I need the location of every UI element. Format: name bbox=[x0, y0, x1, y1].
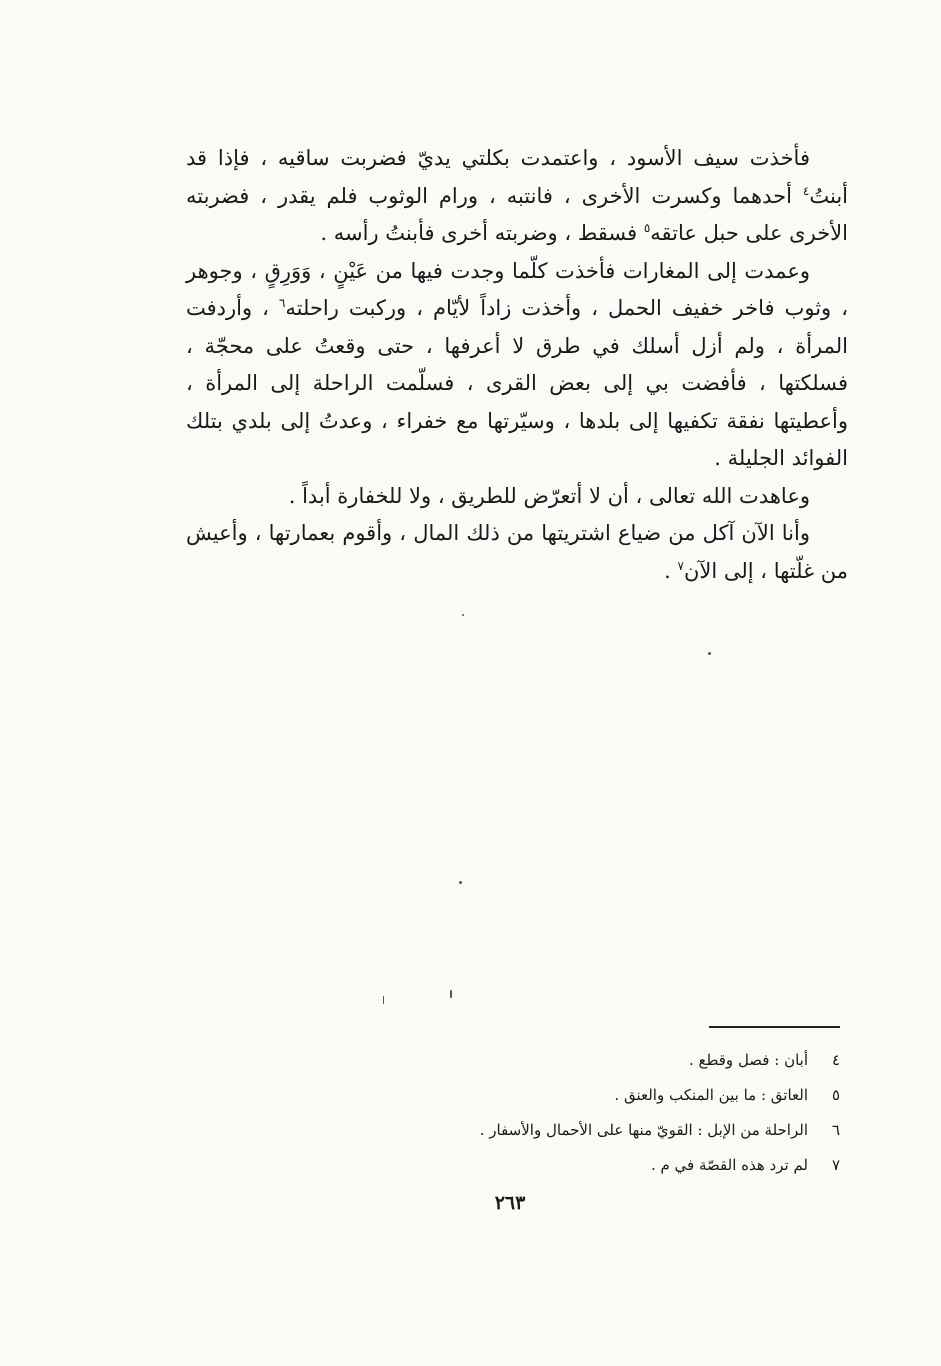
footnote-number: ٧ bbox=[831, 1156, 840, 1174]
page-number: ٢٦٣ bbox=[494, 1192, 526, 1214]
footnote-number: ٦ bbox=[831, 1121, 840, 1139]
scan-speck bbox=[708, 652, 711, 655]
footnote-text: الراحلة من الإبل : القويّ منها على الأحمال والأسفار . bbox=[479, 1121, 808, 1139]
footnote-ref-5: ٥ bbox=[643, 221, 651, 235]
paragraph-3: وعاهدت الله تعالى ، أن لا أتعرّض للطريق ، ولا للخفارة أبداً . bbox=[288, 483, 810, 508]
paragraph-2: وعمدت إلى المغارات فأخذت كلّما وجدت فيها من عَيْنٍ ، وَوَرِقٍ ، وجوهر ، وثوب فاخر خفيف الحمل ، وأخذت زاداً لأيّام ، وركبت راحلته$^٦$ ، وأردفت المرأة ، ولم أزل أسلك في طرق لا أعرفها ، حتى وقعتُ على محجّة ، فسلكتها ، فأفضت بي إلى بعض القرى ، فسلّمت الراحلة إلى المرأة ، وأعطيتها نفقة تكفيها إلى بلدها ، وسيّرتها مع خفراء ، وعدتُ إلى بلدي بتلك الفوائد الجليلة . bbox=[186, 258, 848, 470]
footnote-ref-6: ٦ bbox=[278, 296, 286, 310]
footnote-ref-4: ٤ bbox=[802, 183, 810, 198]
footnote-text: لم ترد هذه القصّة في م . bbox=[650, 1156, 808, 1174]
footnote-text: العاتق : ما بين المنكب والعنق . bbox=[614, 1086, 808, 1104]
scan-speck bbox=[383, 996, 384, 1004]
footnotes bbox=[460, 1043, 840, 1183]
scan-speck bbox=[450, 990, 452, 998]
scan-speck bbox=[459, 881, 462, 884]
footnote-6 bbox=[460, 1113, 840, 1148]
footnote-divider bbox=[709, 1026, 840, 1028]
footnote-7 bbox=[460, 1148, 840, 1183]
main-text bbox=[186, 140, 848, 590]
footnote-4 bbox=[460, 1043, 840, 1078]
footnote-number: ٤ bbox=[831, 1051, 840, 1069]
scan-speck bbox=[462, 614, 464, 616]
footnote-number: ٥ bbox=[831, 1086, 840, 1104]
footnote-ref-7: ٧ bbox=[677, 558, 684, 573]
paragraph-1: فأخذت سيف الأسود ، واعتمدت بكلتي يديّ فضربت ساقيه ، فإذا قد أبنتُ$^٤$ أحدهما وكسرت الأخرى ، فانتبه ، ورام الوثوب فلم يقدر ، فضربته الأخرى على حبل عاتقه$^٥$ فسقط ، وضربته أخرى فأبنتُ رأسه . bbox=[186, 146, 848, 245]
footnote-5 bbox=[460, 1078, 840, 1113]
footnote-text: أبان : فصل وقطع . bbox=[688, 1051, 808, 1069]
paragraph-4: وأنا الآن آكل من ضياع اشتريتها من ذلك المال ، وأقوم بعمارتها ، وأعيش من غلّتها ، إلى الآن$^٧$ . bbox=[186, 521, 848, 583]
